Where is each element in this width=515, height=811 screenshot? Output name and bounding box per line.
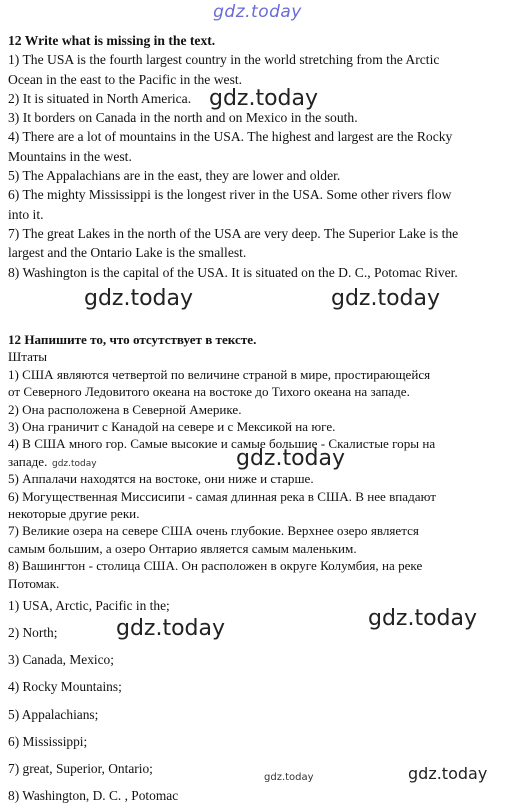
english-line: 2) It is situated in North America. xyxy=(8,90,192,106)
english-line: largest and the Ontario Lake is the smallest. xyxy=(8,245,247,261)
watermark-overlay: gdz.today xyxy=(236,446,346,471)
russian-line: от Северного Ледовитого океана на востоке до Тихого океана на западе. xyxy=(8,384,410,400)
english-line: 5) The Appalachians are in the east, they are lower and older. xyxy=(8,168,341,184)
watermark-overlay: gdz.today xyxy=(264,772,314,783)
english-section xyxy=(8,31,508,282)
english-heading: 12 Write what is missing in the text. xyxy=(8,33,216,48)
english-line: into it. xyxy=(8,206,44,222)
english-line: 8) Washington is the capital of the USA. It is situated on the D. C., Potomac River. xyxy=(8,264,458,280)
english-line: 6) The mighty Mississippi is the longest river in the USA. Some other rivers flow xyxy=(8,187,452,203)
russian-heading: 12 Напишите то, что отсутствует в тексте. xyxy=(8,332,257,347)
watermark-overlay: gdz.today xyxy=(408,764,488,783)
english-line: 4) There are a lot of mountains in the USA. The highest and largest are the Rocky xyxy=(8,129,453,145)
watermark-overlay: gdz.today xyxy=(368,606,478,631)
russian-line: 3) Она граничит с Канадой на севере и с Мексикой на юге. xyxy=(8,419,336,435)
answer-item: 6) Mississippi; xyxy=(8,733,88,749)
answer-item: 5) Appalachians; xyxy=(8,706,99,722)
english-line: 1) The USA is the fourth largest country in the world stretching from the Arctic xyxy=(8,52,440,68)
answer-item: 3) Canada, Mexico; xyxy=(8,652,114,668)
russian-line: Потомак. xyxy=(8,575,60,591)
answer-item: 8) Washington, D. C. , Potomac xyxy=(8,788,179,804)
russian-line: 7) Великие озера на севере США очень глубокие. Верхнее озеро является xyxy=(8,523,419,539)
watermark-overlay: gdz.today xyxy=(116,616,226,641)
watermark-overlay: gdz.today xyxy=(331,286,441,311)
russian-line: 2) Она расположена в Северной Америке. xyxy=(8,401,242,417)
answer-item: 7) great, Superior, Ontario; xyxy=(8,760,153,776)
russian-line: 1) США являются четвертой по величине страной в мире, простирающейся xyxy=(8,366,431,382)
english-line: 3) It borders on Canada in the north and on Mexico in the south. xyxy=(8,110,358,126)
top-watermark: gdz.today xyxy=(213,2,302,22)
watermark-overlay: gdz.today xyxy=(209,86,319,111)
english-line: Ocean in the east to the Pacific in the west. xyxy=(8,71,243,87)
russian-line: Штаты xyxy=(8,349,48,365)
watermark-overlay: gdz.today xyxy=(52,459,97,469)
answer-item: 2) North; xyxy=(8,625,58,641)
russian-line: 4) В США много гор. Самые высокие и самые большие - Скалистые горы на xyxy=(8,436,436,452)
russian-line: 6) Могущественная Миссисипи - самая длинная река в США. В нее впадают xyxy=(8,488,436,504)
russian-line: 8) Вашингтон - столица США. Он расположен в округе Колумбия, на реке xyxy=(8,558,423,574)
russian-line: 5) Аппалачи находятся на востоке, они ниже и старше. xyxy=(8,471,314,487)
english-line: 7) The great Lakes in the north of the USA are very deep. The Superior Lake is the xyxy=(8,225,459,241)
russian-line: западе. xyxy=(8,453,48,469)
russian-line: самым большим, а озеро Онтарио является самым маленьким. xyxy=(8,540,357,556)
answer-item: 4) Rocky Mountains; xyxy=(8,679,122,695)
answer-item: 1) USA, Arctic, Pacific in the; xyxy=(8,598,170,613)
russian-line: некоторые другие реки. xyxy=(8,506,140,522)
english-line: Mountains in the west. xyxy=(8,148,132,164)
watermark-overlay: gdz.today xyxy=(84,286,194,311)
